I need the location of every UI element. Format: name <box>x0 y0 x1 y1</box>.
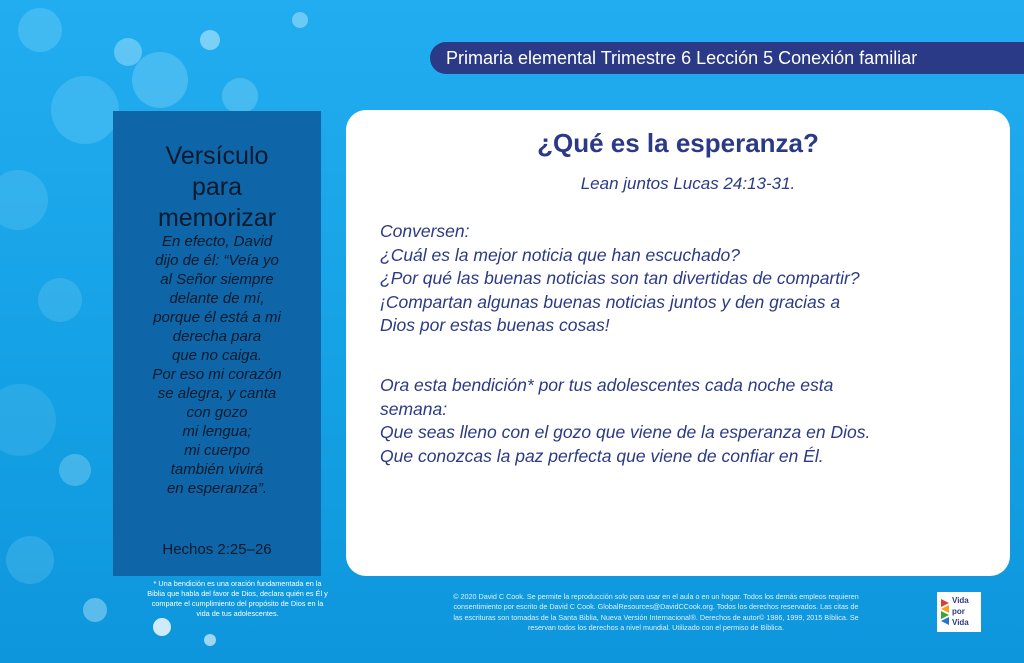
copyright-line: © 2020 David C Cook. Se permite la reproducción solo para usar en el aula o en un hogar. Todos los demás empleos requieren <box>453 592 859 601</box>
logo-line: Vida <box>952 618 969 627</box>
verse-line: mi lengua; <box>182 423 252 440</box>
card-subtitle: Lean juntos Lucas 24:13-31. <box>580 174 796 193</box>
verse-title-line: Versículo <box>165 142 269 170</box>
footnote-line: * Una bendición es una oración fundamentada en la <box>153 579 322 588</box>
verse-line: dijo de él: “Veía yo <box>155 252 279 269</box>
verse-text <box>113 232 321 498</box>
verse-line: En efecto, David <box>161 233 273 250</box>
footnote-line: vida de tus adolescentes. <box>196 609 279 618</box>
verse-title-line: para <box>191 173 243 201</box>
header-bar <box>430 42 1024 74</box>
verse-line: que no caiga. <box>171 347 263 364</box>
verse-line: se alegra, y canta <box>157 385 277 402</box>
blessing-block <box>380 374 990 468</box>
blessing-line: Ora esta bendición* por tus adolescentes cada noche esta <box>380 375 834 395</box>
logo-line: Vida <box>952 596 969 605</box>
verse-line: porque él está a mi <box>153 309 281 326</box>
blessing-footnote <box>115 579 360 619</box>
verse-line: Por eso mi corazón <box>152 366 282 383</box>
verse-title <box>113 141 321 234</box>
footnote-line: Biblia que habla del favor de Dios, declara quién es Él y <box>147 589 328 598</box>
copyright-line: reservan todos los derechos a nivel mundial. Utilizado con el permiso de Bíblica. <box>527 623 785 633</box>
header-title: Primaria elemental Trimestre 6 Lección 5 Conexión familiar <box>446 48 918 68</box>
copyright-line: consentimiento por escrito de David C Cook. GlobalResources@DavidCCook.org. Todos los derechos reservados. Las citas de <box>453 602 859 612</box>
discussion-line: ¿Cuál es la mejor noticia que han escuchado? <box>380 244 740 265</box>
discussion-line: ¡Compartan algunas buenas noticias juntos y den gracias a <box>380 291 841 312</box>
discussion-line: Dios por estas buenas cosas! <box>380 315 610 335</box>
verse-line: en esperanza”. <box>166 480 268 497</box>
discussion-line: ¿Por qué las buenas noticias son tan divertidas de compartir? <box>380 268 860 288</box>
logo-line: por <box>952 607 965 616</box>
verse-title-line: memorizar <box>157 204 277 232</box>
verse-line: con gozo <box>186 404 248 421</box>
verse-line: mi cuerpo <box>184 442 250 459</box>
footnote-line: comparte el cumplimiento del propósito de Dios en la <box>151 599 324 608</box>
verse-line: al Señor siempre <box>160 271 274 288</box>
verse-line: delante de mí, <box>169 290 265 307</box>
verse-line: también vivirá <box>170 461 264 478</box>
discussion-line: Conversen: <box>380 221 470 241</box>
blessing-line: Que seas lleno con el gozo que viene de la esperanza en Dios. <box>380 422 871 442</box>
memory-verse-box <box>113 111 321 576</box>
copyright-line: las escrituras son tomadas de la Santa Biblia, Nueva Versión Internacional®. Derechos de autor© 1986, 1999, 2015 Bíblica. Se <box>453 612 859 622</box>
vida-por-vida-logo <box>937 592 981 632</box>
blessing-line: semana: <box>380 398 448 419</box>
logo-text <box>952 595 969 628</box>
card-title: ¿Qué es la esperanza? <box>537 128 819 158</box>
copyright-notice <box>380 592 932 634</box>
discussion-block <box>380 220 990 338</box>
verse-reference: Hechos 2:25–26 <box>162 541 272 558</box>
lesson-card <box>346 110 1010 576</box>
blessing-line: Que conozcas la paz perfecta que viene de confiar en Él. <box>380 445 824 466</box>
verse-line: derecha para <box>172 328 262 345</box>
vida-por-vida-logo-icon <box>940 597 951 627</box>
